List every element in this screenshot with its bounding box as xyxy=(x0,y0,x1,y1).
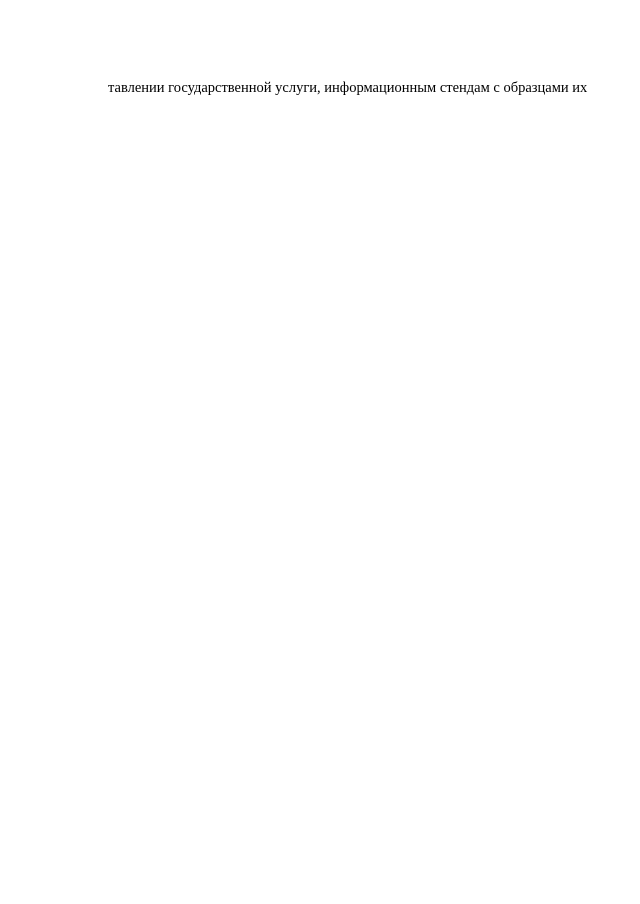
text-line: тавлении государственной услуги, информационным стендам с образцами их xyxy=(108,80,588,96)
